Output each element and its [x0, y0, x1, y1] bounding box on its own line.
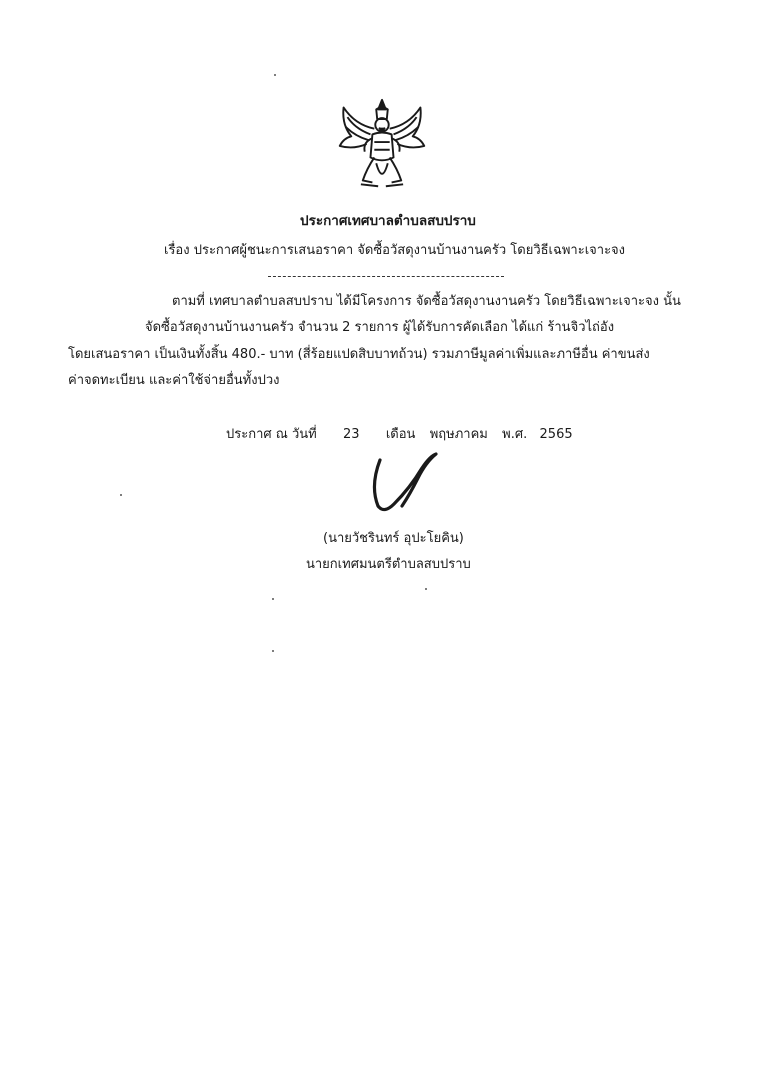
body-line-2: จัดซื้อวัสดุงานบ้านงานครัว จำนวน 2 รายการ ผู้ได้รับการคัดเลือก ได้แก่ ร้านจิวไถ่อัง	[145, 320, 615, 335]
scan-speck	[272, 650, 274, 652]
signature-mark	[366, 450, 442, 516]
scan-speck	[120, 494, 122, 496]
announcement-subject: เรื่อง ประกาศผู้ชนะการเสนอราคา จัดซื้อวัสดุงานบ้านงานครัว โดยวิธีเฉพาะเจาะจง	[164, 243, 626, 258]
title-divider	[268, 276, 504, 277]
date-year: 2565	[539, 427, 573, 442]
body-line-1: ตามที่ เทศบาลตำบลสบปราบ ได้มีโครงการ จัดซื้อวัสดุงานงานครัว โดยวิธีเฉพาะเจาะจง นั้น	[172, 294, 681, 309]
date-month-label: เดือน	[385, 427, 416, 442]
garuda-emblem-icon	[334, 96, 430, 192]
scan-speck	[425, 588, 427, 590]
date-line	[226, 426, 573, 444]
signatory-position: นายกเทศมนตรีตำบลสบปราบ	[306, 557, 471, 572]
signatory-name: (นายวัชรินทร์ อุปะโยคิน)	[323, 531, 464, 546]
scan-speck	[272, 598, 274, 600]
scan-speck	[274, 74, 276, 76]
date-prefix: ประกาศ ณ วันที่	[226, 427, 317, 442]
body-line-4: ค่าจดทะเบียน และค่าใช้จ่ายอื่นทั้งปวง	[68, 373, 280, 388]
announcement-title: ประกาศเทศบาลตำบลสบปราบ	[300, 213, 476, 229]
body-line-3: โดยเสนอราคา เป็นเงินทั้งสิ้น 480.- บาท (สี่ร้อยแปดสิบบาทถ้วน) รวมภาษีมูลค่าเพิ่มและภาษีอื่น ค่าขนส่ง	[68, 347, 650, 362]
date-day: 23	[343, 427, 360, 442]
date-month: พฤษภาคม	[429, 427, 488, 442]
date-era: พ.ศ.	[502, 427, 528, 442]
